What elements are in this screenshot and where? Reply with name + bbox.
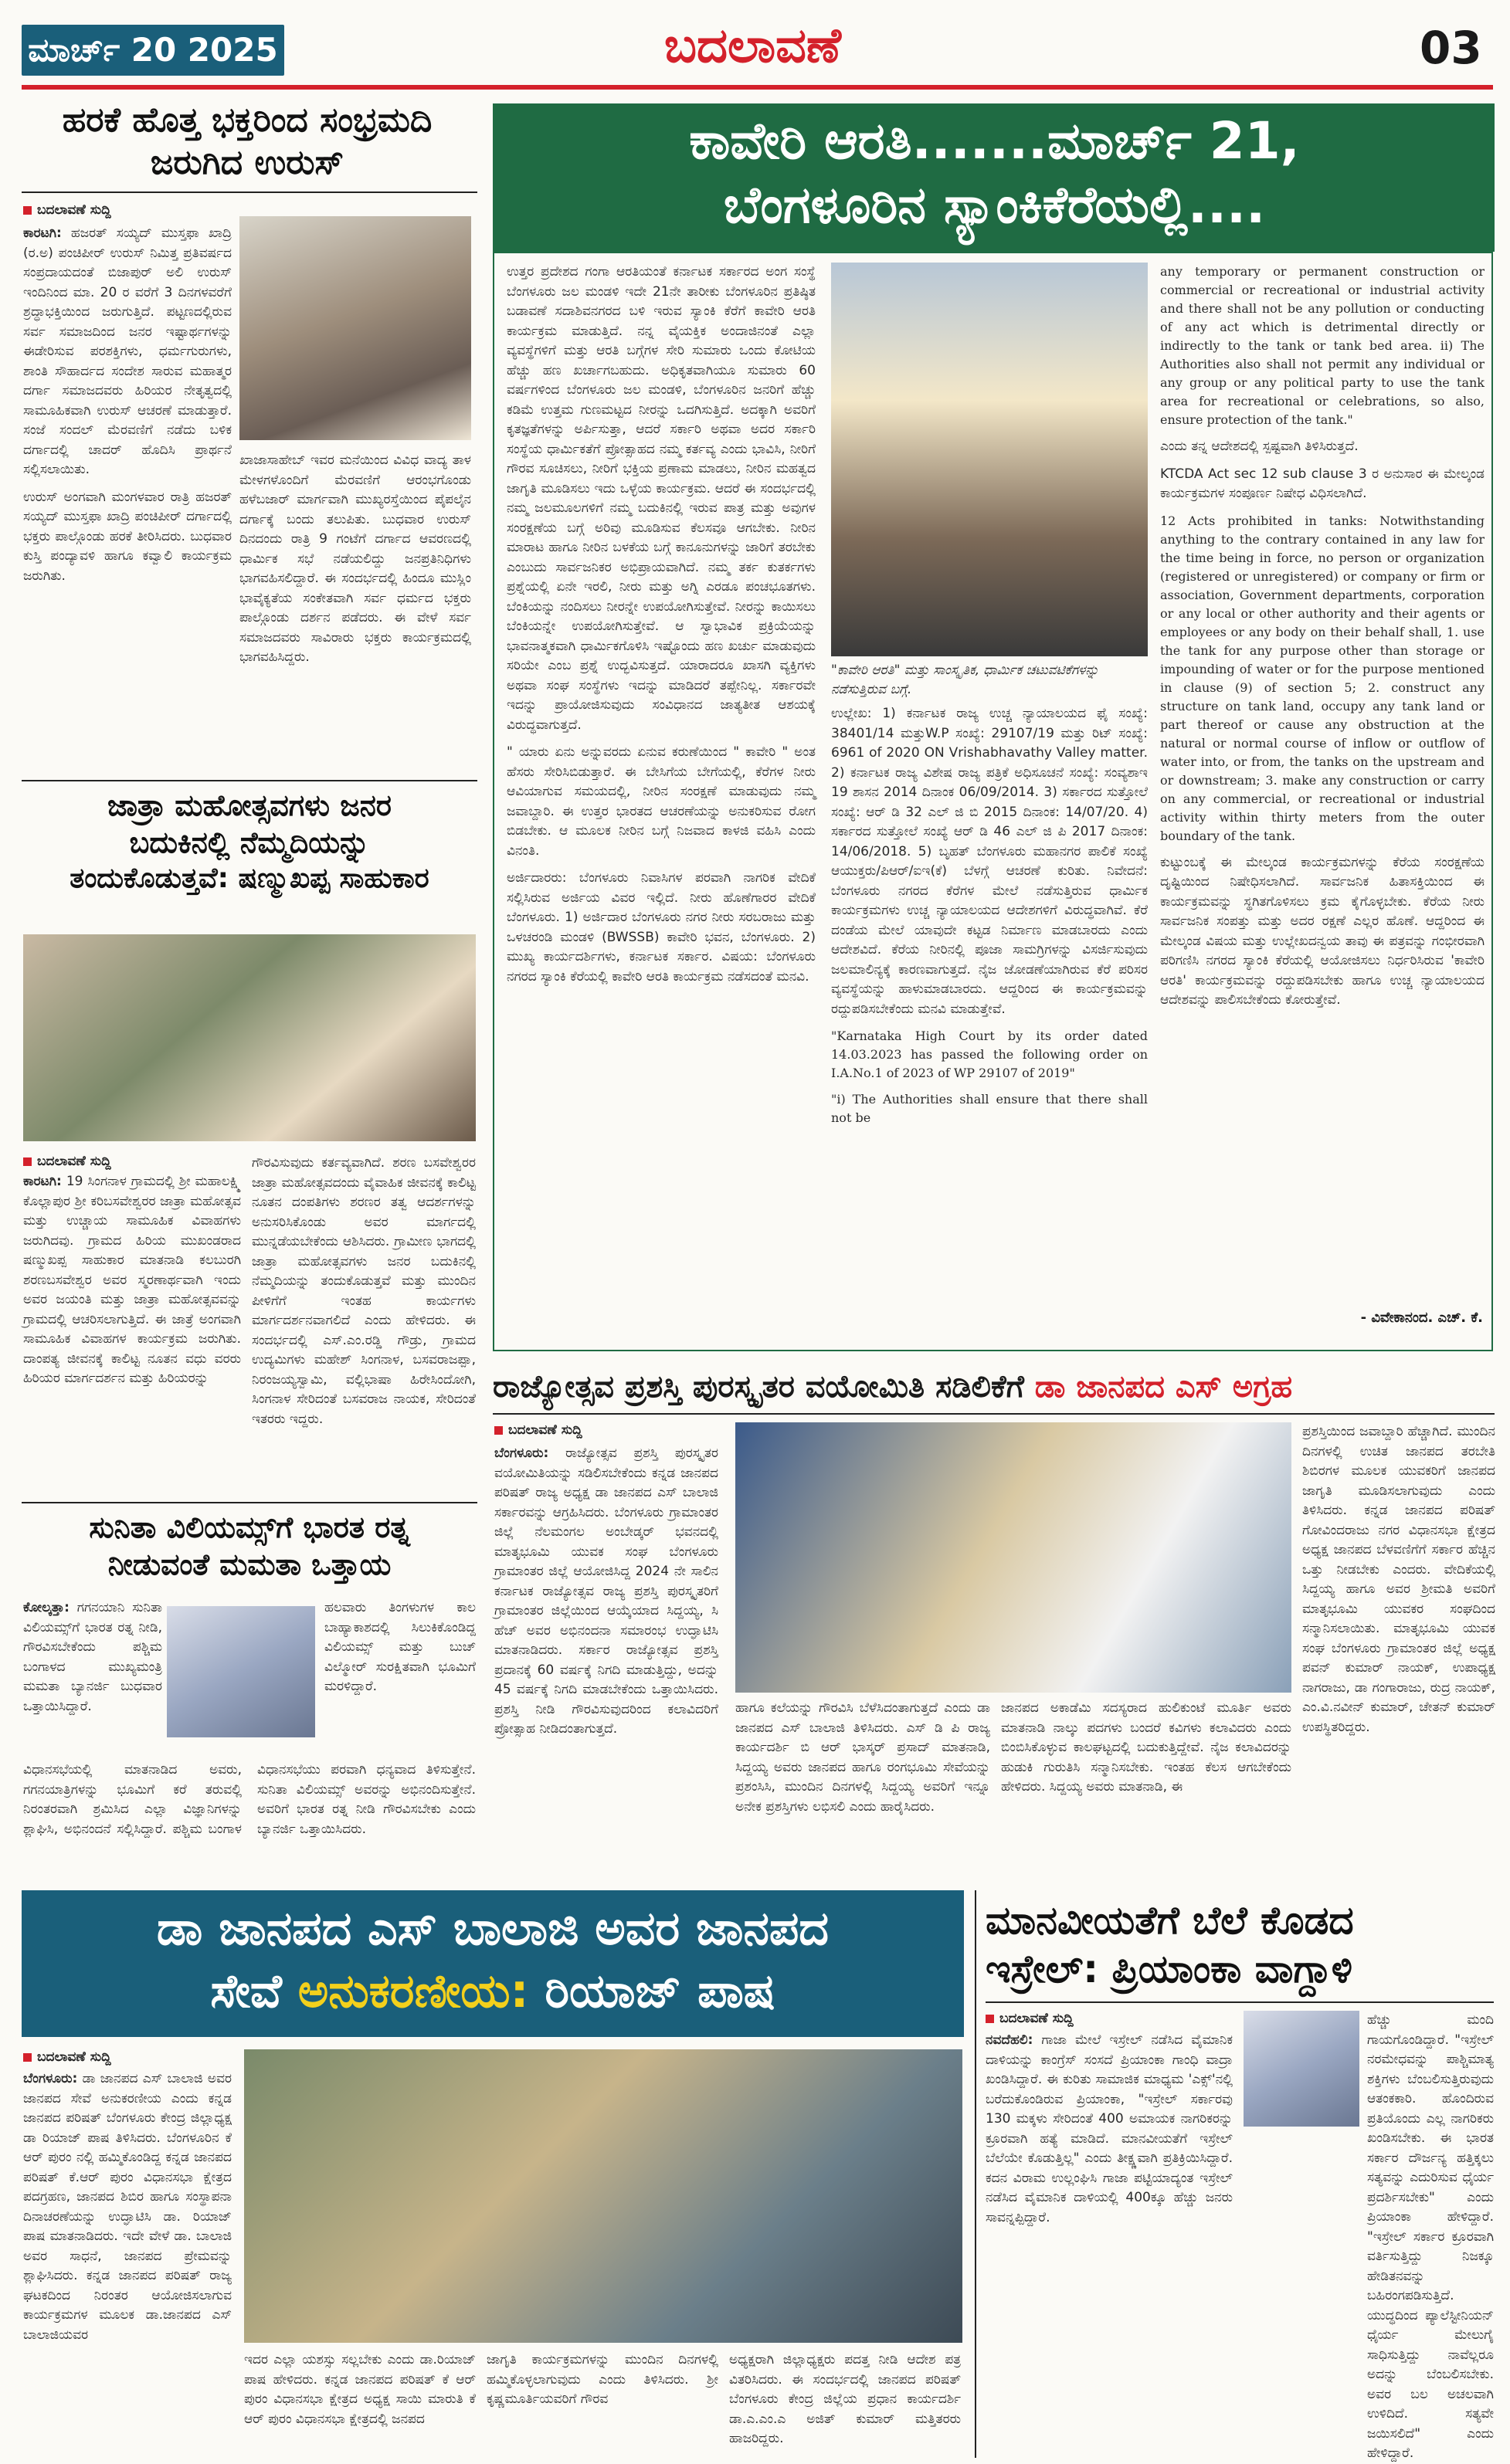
headline-line: ತಂದುಕೊಡುತ್ತವೆ: ಷಣ್ಮುಖಪ್ಪ ಸಾಹುಕಾರ [70,863,429,894]
headline-line: ಕಾವೇರಿ ಆರತಿ.......ಮಾರ್ಚ್ 21, [689,111,1300,171]
headline-text: ರಾಜ್ಯೋತ್ಸವ ಪ್ರಶಸ್ತಿ ಪುರಸ್ಕೃತರ ವಯೋಮಿತಿ ಸಡಿಲಿಕೆಗೆ [493,1369,1035,1405]
byline: ಬದಲಾವಣೆ ಸುದ್ದಿ [494,1422,582,1438]
headline-line: ಬದುಕಿನಲ್ಲಿ ನೆಮ್ಮದಿಯನ್ನು [129,825,370,859]
sunita-body-col1 [23,1598,162,1714]
divider [22,780,477,781]
jatra-headline [23,788,476,896]
divider [493,1413,1495,1415]
article-text: ಜಾನಪದ ಅಕಾಡೆಮಿ ಸದಸ್ಯರಾದ ಹುಲಿಕುಂಟೆ ಮೂರ್ತಿ ಅವರು ಮಾತನಾಡಿ ನಾಲ್ಕು ಪದಗಳು ಬಂದರೆ ಕವಿಗಳು ಕಲಾವಿದರು ಎಂದು ಬಿಂಬಿಸಿಕೊಳ್ಳುವ ಕಾಲಘಟ್ಟದಲ್ಲಿ ಬದುಕುತ್ತಿದ್ದೇವೆ. ನೈಜ ಕಲಾವಿದರನ್ನು ಹುಡುಕಿ ಗುರುತಿಸಿ ಸನ್ಮಾನಿಸಬೇಕು. ಇಂತಹ ಕೆಲಸ ಆಗಬೇಕೆಂದು ಹೇಳಿದರು. ಸಿದ್ದಯ್ಯ ಅವರು ಮಾತನಾಡಿ, ಈ [1001,1700,1291,1795]
urus-photo [239,216,471,440]
jatra-body-col1 [23,1172,241,1489]
header-rule [22,85,1493,90]
divider [975,1890,976,2458]
headline-line: ಇಸ್ರೇಲ್: ಪ್ರಿಯಾಂಕಾ ವಾಗ್ದಾಳಿ [986,1946,1352,1991]
article-text: 19 ಸಿಂಗನಾಳ ಗ್ರಾಮದಲ್ಲಿ ಶ್ರೀ ಮಹಾಲಕ್ಷ್ಮಿ ಕೊಲ್ಲಾಪುರ ಶ್ರೀ ಕರಿಬಸವೇಶ್ವರರ ಜಾತ್ರಾ ಮಹೋತ್ಸವ ಮತ್ತು ಉಚ್ಚಾಯ ಸಾಮೂಹಿಕ ವಿವಾಹಗಳು ಜರುಗಿದವು. ಗ್ರಾಮದ ಹಿರಿಯ ಮುಖಂಡರಾದ ಷಣ್ಮುಖಪ್ಪ ಸಾಹುಕಾರ ಮಾತನಾಡಿ ಕಲಬುರಗಿ ಶರಣಬಸವೇಶ್ವರ ಅವರ ಸ್ಮರಣಾರ್ಥವಾಗಿ ಇಂದು ಅವರ ಜಯಂತಿ ಮತ್ತು ಜಾತ್ರಾ ಮಹೋತ್ಸವವನ್ನು ಗ್ರಾಮದಲ್ಲಿ ಆಚರಿಸಲಾಗುತ್ತಿದೆ. ಈ ಜಾತ್ರೆ ಅಂಗವಾಗಿ ಸಾಮೂಹಿಕ ವಿವಾಹಗಳ ಕಾರ್ಯಕ್ರಮ ಜರುಗಿತು. ದಾಂಪತ್ಯ ಜೀವನಕ್ಕೆ ಕಾಲಿಟ್ಟ ನೂತನ ವಧು ವರರು ಹಿರಿಯರ ಮಾರ್ಗದರ್ಶನ ಮತ್ತು ಹಿರಿಯರನ್ನು [23,1174,241,1386]
balaji-body-col3 [487,2350,718,2459]
sunita-body-col3 [23,1761,476,1876]
kaveri-body-col3 [1160,263,1485,1290]
article-text: ಗಾಜಾ ಮೇಲೆ ಇಸ್ರೇಲ್ ನಡೆಸಿದ ವೈಮಾನಿಕ ದಾಳಿಯನ್ನು ಕಾಂಗ್ರೆಸ್ ಸಂಸದೆ ಪ್ರಿಯಾಂಕಾ ಗಾಂಧಿ ವಾದ್ರಾ ಖಂಡಿಸಿದ್ದಾರೆ. ಈ ಕುರಿತು ಸಾಮಾಜಿಕ ಮಾಧ್ಯಮ 'ಎಕ್ಸ್'ನಲ್ಲಿ ಬರೆದುಕೊಂಡಿರುವ ಪ್ರಿಯಾಂಕಾ, "ಇಸ್ರೇಲ್ ಸರ್ಕಾರವು 130 ಮಕ್ಕಳು ಸೇರಿದಂತೆ 400 ಅಮಾಯಕ ನಾಗರಿಕರನ್ನು ಕ್ರೂರವಾಗಿ ಹತ್ಯೆ ಮಾಡಿದೆ. ಮಾನವೀಯತೆಗೆ ಇಸ್ರೇಲ್ ಬೆಲೆಯೇ ಕೊಡುತ್ತಿಲ್ಲ" ಎಂದು ತೀಕ್ಷ್ಣವಾಗಿ ಪ್ರತಿಕ್ರಿಯಿಸಿದ್ದಾರೆ. ಕದನ ವಿರಾಮ ಉಲ್ಲಂಘಿಸಿ ಗಾಜಾ ಪಟ್ಟಿಯಾದ್ಯಂತ ಇಸ್ರೇಲ್ ನಡೆಸಿದ ವೈಮಾನಿಕ ದಾಳಿಯಲ್ಲಿ 400ಕ್ಕೂ ಹೆಚ್ಚು ಜನರು ಸಾವನ್ನಪ್ಪಿದ್ದಾರೆ. [986,2032,1233,2225]
kaveri-body-col2 [831,704,1148,1337]
article-text: ಹಜರತ್ ಸಯ್ಯದ್ ಮುಸ್ತಫಾ ಖಾದ್ರಿ (ರ.ಅ) ಪಂಚಿಪೀರ್ ಉರುಸ್ ನಿಮಿತ್ತ ಪ್ರತಿವರ್ಷದ ಸಂಪ್ರದಾಯದಂತೆ ಬಿಜಾಪುರ್ ಅಲಿ ಉರುಸ್ ಇಂದಿನಿಂದ ಮಾ. 20 ರ ವರೆಗೆ 3 ದಿನಗಳವರೆಗೆ ಶ್ರದ್ಧಾಭಕ್ತಿಯಿಂದ ಜರುಗುತ್ತಿದೆ. ಪಟ್ಟಣದಲ್ಲಿರುವ ಸರ್ವ ಸಮಾಜದಿಂದ ಜನರ ಇಷ್ಟಾರ್ಥಗಳನ್ನು ಈಡೇರಿಸುವ ಪರಶಕ್ತಿಗಳು, ಧರ್ಮಗುರುಗಳು, ಶಾಂತಿ ಸೌಹಾರ್ದದ ಸಂದೇಶ ಸಾರುವ ಮಹಾತ್ಮರ ದರ್ಗಾ ಸಮಾಜದವರು ಹಿರಿಯರ ನೇತೃತ್ವದಲ್ಲಿ ಸಾಮೂಹಿಕವಾಗಿ ಉರುಸ್ ಆಚರಣೆ ಮಾಡುತ್ತಾರೆ. ಸಂಜೆ ಸಂದಲ್ ಮೆರವಣಿಗೆ ನಡೆದು ಬಳಿಕ ದರ್ಗಾದಲ್ಲಿ ಚಾದರ್ ಹೊದಿಸಿ ಪ್ರಾರ್ಥನೆ ಸಲ್ಲಿಸಲಾಯಿತು. [23,225,232,477]
article-text: KTCDA Act sec 12 sub clause 3 ರ ಅನುಸಾರ ಈ ಮೇಲ್ಕಂಡ ಕಾರ್ಯಕ್ರಮಗಳ ಸಂಪೂರ್ಣ ನಿಷೇಧ ವಿಧಿಸಲಾಗಿದೆ. [1160,466,1485,501]
article-text: ಎಂದು ತನ್ನ ಆದೇಶದಲ್ಲಿ ಸ್ಪಷ್ಟವಾಗಿ ತಿಳಿಸಿರುತ್ತದೆ. [1160,439,1359,454]
article-text: ಹೆಚ್ಚು ಮಂದಿ ಗಾಯಗೊಂಡಿದ್ದಾರೆ. "ಇಸ್ರೇಲ್ ನರಮೇಧವನ್ನು ಪಾಶ್ಚಿಮಾತ್ಯ ಶಕ್ತಿಗಳು ಬೆಂಬಲಿಸುತ್ತಿರುವುದು ಆತಂಕಕಾರಿ. ಹೊಂದಿರುವ ಪ್ರತಿಯೊಂದು ಎಲ್ಲ ನಾಗರಿಕರು ಖಂಡಿಸಬೇಕು. ಈ ಭಾರತ ಸರ್ಕಾರ ದೌರ್ಜನ್ಯ ಹತ್ತಿಕ್ಕಲು ಸತ್ಯವನ್ನು ಎದುರಿಸುವ ಧೈರ್ಯ ಪ್ರದರ್ಶಿಸಬೇಕು" ಎಂದು ಪ್ರಿಯಾಂಕಾ ಹೇಳಿದ್ದಾರೆ. "ಇಸ್ರೇಲ್ ಸರ್ಕಾರ ಕ್ರೂರವಾಗಿ ವರ್ತಿಸುತ್ತಿದ್ದು ನಿಜಕ್ಕೂ ಹೇಡಿತನವನ್ನು ಬಹಿರಂಗಪಡಿಸುತ್ತಿದೆ. ಯುದ್ಧದಿಂದ ಪ್ಯಾಲೆಸ್ಟೀನಿಯನ್ ಧೈರ್ಯ ಮೇಲುಗೈ ಸಾಧಿಸುತ್ತಿದ್ದು ನಾವೆಲ್ಲರೂ ಅದನ್ನು ಬೆಂಬಲಿಸಬೇಕು. ಅವರ ಬಲ ಅಚಲವಾಗಿ ಉಳಿದಿದೆ. ಸತ್ಯವೇ ಜಯಿಸಲಿದೆ" ಎಂದು ಹೇಳಿದ್ದಾರೆ. [1367,2012,1494,2461]
dateline: ಕೋಲ್ಕತ್ತಾ: [23,1600,70,1615]
byline: ಬದಲಾವಣೆ ಸುದ್ದಿ [23,2049,111,2065]
article-text: ಜಾಗೃತಿ ಕಾರ್ಯಕ್ರಮಗಳನ್ನು ಮುಂದಿನ ದಿನಗಳಲ್ಲಿ ಹಮ್ಮಿಕೊಳ್ಳಲಾಗುವುದು ಎಂದು ತಿಳಿಸಿದರು. ಶ್ರೀ ಕೃಷ್ಣಮೂರ್ತಿಯವರಿಗೆ ಗೌರವ [487,2352,718,2407]
byline: ಬದಲಾವಣೆ ಸುದ್ದಿ [986,2011,1074,2026]
article-text: ಪ್ರಶಸ್ತಿಯಿಂದ ಜವಾಬ್ದಾರಿ ಹೆಚ್ಚಾಗಿದೆ. ಮುಂದಿನ ದಿನಗಳಲ್ಲಿ ಉಚಿತ ಜಾನಪದ ತರಬೇತಿ ಶಿಬಿರಗಳ ಮೂಲಕ ಯುವಕರಿಗೆ ಜಾನಪದ ಜಾಗೃತಿ ಮೂಡಿಸಲಾಗುವುದು ಎಂದು ತಿಳಿಸಿದರು. ಕನ್ನಡ ಜಾನಪದ ಪರಿಷತ್ ಗೋವಿಂದರಾಜು ನಗರ ವಿಧಾನಸಭಾ ಕ್ಷೇತ್ರದ ಅಧ್ಯಕ್ಷ ಜಾನಪದ ಬೆಳವಣಿಗೆಗೆ ಸರ್ಕಾರ ಹೆಚ್ಚಿನ ಒತ್ತು ನೀಡಬೇಕು ಎಂದರು. ವೇದಿಕೆಯಲ್ಲಿ ಸಿದ್ದಯ್ಯ ಹಾಗೂ ಅವರ ಶ್ರೀಮತಿ ಅವರಿಗೆ ಮಾತೃಭೂಮಿ ಯುವಕರ ಸಂಘದಿಂದ ಸನ್ಮಾನಿಸಲಾಯಿತು. ಮಾತೃಭೂಮಿ ಯುವಕ ಸಂಘ ಬೆಂಗಳೂರು ಗ್ರಾಮಾಂತರ ಜಿಲ್ಲೆ ಅಧ್ಯಕ್ಷ ಪವನ್ ಕುಮಾರ್ ನಾಯಕ್, ಉಪಾಧ್ಯಕ್ಷ ನಾಗರಾಜು, ಡಾ ಗಂಗಾರಾಜು, ರುದ್ರ ನಾಯಕ್, ಎಂ.ವಿ.ನವೀನ್ ಕುಮಾರ್, ಚೇತನ್ ಕುಮಾರ್ ಉಪಸ್ಥಿತರಿದ್ದರು. [1302,1424,1495,1735]
dateline: ಬೆಂಗಳೂರು: [494,1446,549,1461]
byline: ಬದಲಾವಣೆ ಸುದ್ದಿ [23,1154,111,1169]
article-text: ಹಲವಾರು ತಿಂಗಳುಗಳ ಕಾಲ ಬಾಹ್ಯಾಕಾಶದಲ್ಲಿ ಸಿಲುಕಿಕೊಂಡಿದ್ದ ವಿಲಿಯಮ್ಸ್ ಮತ್ತು ಬುಚ್ ವಿಲ್ಮೋರ್ ಸುರಕ್ಷಿತವಾಗಿ ಭೂಮಿಗೆ ಮರಳಿದ್ದಾರೆ. [324,1600,476,1694]
article-text: ಗಗನಯಾನಿ ಸುನಿತಾ ವಿಲಿಯಮ್ಸ್‌ಗೆ ಭಾರತ ರತ್ನ ನೀಡಿ, ಗೌರವಿಸಬೇಕೆಂದು ಪಶ್ಚಿಮ ಬಂಗಾಳದ ಮುಖ್ಯಮಂತ್ರಿ ಮಮತಾ ಬ್ಯಾನರ್ಜಿ ಬುಧವಾರ ಒತ್ತಾಯಿಸಿದ್ದಾರೆ. [23,1600,162,1714]
rajyotsava-body-col1 [494,1444,718,1876]
divider [986,2001,1494,2003]
sankey-lake-photo [831,263,1148,656]
dateline: ಕಾರಟಗಿ: [23,225,62,241]
headline-line: ನೀಡುವಂತೆ ಮಮತಾ ಒತ್ತಾಯ [107,1547,392,1581]
court-order-text: any temporary or permanent construction or commercial or recreational or industrial activity and there shall not be any pollution or conducting of any act which is detrimental directly or indirectly to the tank or tank bed area. ii) The Authorities also shall not permit any individual or any group or any political party to use the tank area for recreational or celebrations, so also, ensure protection of the tank." [1160,264,1485,427]
headline-line [31,1961,955,2023]
issue-date: ಮಾರ್ಚ್ 20 2025 [22,25,284,76]
jatra-photo [23,934,476,1141]
headline-line: ಸುನಿತಾ ವಿಲಿಯಮ್ಸ್‌ಗೆ ಭಾರತ ರತ್ನ [89,1510,410,1544]
rajyotsava-body-col2 [735,1699,990,1876]
rajyotsava-photo [735,1422,1291,1693]
court-order-text: "i) The Authorities shall ensure that there shall not be [831,1092,1148,1125]
rajyotsava-body-col3 [1001,1699,1291,1876]
author-signoff: - ವಿವೇಕಾನಂದ. ಎಚ್. ಕೆ. [1360,1310,1483,1326]
act-text: 12 Acts prohibited in tanks: Notwithstanding anything to the contrary contained in any law for the time being in force, no person or organization (registered or unregistered) or company or firm or association, Government departments, corporation or any local or other authority and their agents or employees or any body on their behalf shall, 1. use the tank for any purpose other than storage or impounding of water or for the purpose mentioned in clause (9) of section 5; 2. construct any structure on tank land, occupy any tank land or part thereof or cause any obstruction at the natural or normal course of inflow or outflow of water into, or from, the tanks on the upstream and or downstream; 3. make any construction or carry on any commercial, or recreational or industrial activity within thirty meters from the outer boundary of the tank. [1160,513,1485,843]
headline-line: ಡಾ ಜಾನಪದ ಎಸ್ ಬಾಲಾಜಿ ಅವರ ಜಾನಪದ [156,1902,830,1956]
article-text: ಅರ್ಜಿದಾರರು: ಬೆಂಗಳೂರು ನಿವಾಸಿಗಳ ಪರವಾಗಿ ನಾಗರಿಕ ವೇದಿಕೆ ಸಲ್ಲಿಸಿರುವ ಅರ್ಜಿಯ ವಿವರ ಇಲ್ಲಿದೆ. ನೀರು ಹೊಣೆಗಾರರ ವೇದಿಕೆ ಬೆಂಗಳೂರು. 1) ಅರ್ಜಿದಾರ ಬೆಂಗಳೂರು ನಗರ ನೀರು ಸರಬರಾಜು ಮತ್ತು ಒಳಚರಂಡಿ ಮಂಡಳಿ (BWSSB) ಕಾವೇರಿ ಭವನ, ಬೆಂಗಳೂರು. 2) ಮುಖ್ಯ ಕಾರ್ಯದರ್ಶಿಗಳು, ಕರ್ನಾಟಕ ಸರ್ಕಾರ. ವಿಷಯ: ಬೆಂಗಳೂರು ನಗರದ ಸ್ಯಾಂಕಿ ಕೆರೆಯಲ್ಲಿ ಕಾವೇರಿ ಆರತಿ ಕಾರ್ಯಕ್ರಮ ನಡೆಸದಂತೆ ಮನವಿ. [507,870,816,985]
rajyotsava-headline [493,1367,1497,1407]
israel-headline [986,1896,1495,1993]
balaji-photo [244,2049,962,2343]
dateline: ಕಾರಟಗಿ: [23,1174,62,1189]
article-text: ಉಲ್ಲೇಖ: 1) ಕರ್ನಾಟಕ ರಾಜ್ಯ ಉಚ್ಚ ನ್ಯಾಯಾಲಯದ ಫೈ ಸಂಖ್ಯೆ: 38401/14 ಮತ್ತುW.P ಸಂಖ್ಯೆ: 29107/19 ಮತ್ತು ರಿಟ್ ಸಂಖ್ಯೆ: 6961 of 2020 ON Vrishabhavathy Valley matter. 2) ಕರ್ನಾಟಕ ರಾಜ್ಯ ವಿಶೇಷ ರಾಜ್ಯ ಪತ್ರಿಕೆ ಅಧಿಸೂಚನೆ ಸಂಖ್ಯೆ: ಸಂವ್ಯಶಾಇ 19 ಶಾಸನ 2014 ದಿನಾಂಕ 06/09/2014. 3) ಸರ್ಕಾರದ ಸುತ್ತೋಲೆ ಸಂಖ್ಯೆ: ಆರ್ ಡಿ 32 ಎಲ್ ಜಿ ಬಿ 2015 ದಿನಾಂಕ: 14/07/20. 4) ಸರ್ಕಾರದ ಸುತ್ತೋಲೆ ಸಂಖ್ಯೆ ಆರ್ ಡಿ 46 ಎಲ್ ಜಿ ಪಿ 2017 ದಿನಾಂಕ: 14/06/2018. 5) ಬೃಹತ್ ಬೆಂಗಳೂರು ಮಹಾನಗರ ಪಾಲಿಕೆ ಸಂಖ್ಯೆ ಆಯುಕ್ತರು/ಪಿಆರ್/ಐಇ(ಕೆ) ಬೆಳಗ್ಗೆ ಆಚರಣೆ ಕುರಿತು. ನಿವೇದನೆ: ಬೆಂಗಳೂರು ನಗರದ ಕೆರೆಗಳ ಮೇಲೆ ನಡೆಸುತ್ತಿರುವ ಧಾರ್ಮಿಕ ಕಾರ್ಯಕ್ರಮಗಳು ಉಚ್ಚ ನ್ಯಾಯಾಲಯದ ಆದೇಶಗಳಿಗೆ ವಿರುದ್ಧವಾಗಿವೆ. ಕೆರೆ ದಂಡೆಯ ಮೇಲೆ ಯಾವುದೇ ಕಟ್ಟಡ ನಿರ್ಮಾಣ ಮಾಡಬಾರದು ಎಂದು ಆದೇಶವಿದೆ. ಕೆರೆಯ ನೀರಿನಲ್ಲಿ ಪೂಜಾ ಸಾಮಗ್ರಿಗಳನ್ನು ವಿಸರ್ಜಿಸುವುದು ಜಲಮಾಲಿನ್ಯಕ್ಕೆ ಕಾರಣವಾಗುತ್ತದೆ. ನೈಜ ಜೋಡಣೆಯಾಗಿರುವ ಕೆರೆ ಪರಿಸರ ವ್ಯವಸ್ಥೆಯನ್ನು ಹಾಳುಮಾಡಬಾರದು. ಆದ್ದರಿಂದ ಈ ಕಾರ್ಯಕ್ರಮವನ್ನು ರದ್ದುಪಡಿಸಬೇಕೆಂದು ಮನವಿ ಮಾಡುತ್ತೇವೆ. [831,706,1148,1017]
article-text: ಕುಟ್ಟುಂಬಕ್ಕೆ ಈ ಮೇಲ್ಕಂಡ ಕಾರ್ಯಕ್ರಮಗಳನ್ನು ಕೆರೆಯ ಸಂರಕ್ಷಣೆಯ ದೃಷ್ಟಿಯಿಂದ ನಿಷೇಧಿಸಲಾಗಿದೆ. ಸಾರ್ವಜನಿಕ ಹಿತಾಸಕ್ತಿಯಿಂದ ಈ ಕಾರ್ಯಕ್ರಮವನ್ನು ಸ್ಥಗಿತಗೊಳಿಸಲು ಕ್ರಮ ಕೈಗೊಳ್ಳಬೇಕು. ಕೆರೆಯ ನೀರು ಸಾರ್ವಜನಿಕ ಸಂಪತ್ತು ಮತ್ತು ಅದರ ರಕ್ಷಣೆ ಎಲ್ಲರ ಹೊಣೆ. ಆದ್ದರಿಂದ ಈ ಮೇಲ್ಕಂಡ ವಿಷಯ ಮತ್ತು ಉಲ್ಲೇಖದನ್ವಯ ತಾವು ಈ ಪತ್ರವನ್ನು ಗಂಭೀರವಾಗಿ ಪರಿಗಣಿಸಿ ನಗರದ ಸ್ಯಾಂಕಿ ಕೆರೆಯಲ್ಲಿ ಆಯೋಜಿಸಲು ನಿರ್ಧರಿಸಿರುವ 'ಕಾವೇರಿ ಆರತಿ' ಕಾರ್ಯಕ್ರಮವನ್ನು ರದ್ದುಪಡಿಸಬೇಕು ಹಾಗೂ ಉಚ್ಚ ನ್ಯಾಯಾಲಯದ ಆದೇಶವನ್ನು ಪಾಲಿಸಬೇಕೆಂದು ಕೋರುತ್ತೇವೆ. [1160,854,1485,1008]
sunita-headline [23,1510,476,1583]
photo-caption: "ಕಾವೇರಿ ಆರತಿ" ಮತ್ತು ಸಾಂಸ್ಕೃತಿಕ, ಧಾರ್ಮಿಕ ಚಟುವಟಿಕೆಗಳನ್ನು ನಡೆಸುತ್ತಿರುವ ಬಗ್ಗೆ. [831,663,1099,697]
urus-headline: ಹರಕೆ ಹೊತ್ತ ಭಕ್ತರಿಂದ ಸಂಭ್ರಮದಿ ಜರುಗಿದ ಉರುಸ್ [62,100,433,182]
rajyotsava-body-col4 [1302,1422,1495,1876]
article-text: " ಯಾರು ಏನು ಅನ್ನುವರದು ಏನುವ ಕರುಣೆಯಿಂದ " ಕಾವೇರಿ " ಅಂತ ಹೆಸರು ಸೇರಿಸಿಬಿಡುತ್ತಾರೆ. ಈ ಬೇಸಿಗೆಯ ಬೇಗೆಯಲ್ಲಿ, ಕೆರೆಗಳ ನೀರು ಆವಿಯಾಗುವ ಸಮಯದಲ್ಲಿ, ನೀರಿನ ಸಂರಕ್ಷಣೆ ಮಾಡುವುದು ನಮ್ಮ ಜವಾಬ್ದಾರಿ. ಈ ಉತ್ತರ ಭಾರತದ ಆಚರಣೆಯನ್ನು ಅನುಕರಿಸುವ ರೋಗ ಬಿಡಬೇಕು. ಆ ಮೂಲಕ ನೀರಿನ ಬಗ್ಗೆ ನಿಜವಾದ ಕಾಳಜಿ ವಹಿಸಿ ಎಂದು ವಿನಂತಿ. [507,744,816,859]
headline-text: ರಿಯಾಜ್ ಪಾಷ [528,1964,775,2018]
article-text: ಉರುಸ್ ಅಂಗವಾಗಿ ಮಂಗಳವಾರ ರಾತ್ರಿ ಹಜರತ್ ಸಯ್ಯದ್ ಮುಸ್ತಫಾ ಖಾದ್ರಿ ಪಂಚಿಪೀರ್ ದರ್ಗಾದಲ್ಲಿ ಭಕ್ತರು ಪಾಲ್ಗೊಂಡು ಹರಕೆ ತೀರಿಸಿದರು. ಬುಧವಾರ ಕುಸ್ತಿ ಪಂದ್ಯಾವಳಿ ಹಾಗೂ ಕವ್ವಾಲಿ ಕಾರ್ಯಕ್ರಮ ಜರುಗಿತು. [23,489,232,584]
balaji-body-col2 [244,2350,476,2459]
headline-line: ಜಾತ್ರಾ ಮಹೋತ್ಸವಗಳು ಜನರ [107,788,392,822]
headline-line: ಮಾನವೀಯತೆಗೆ ಬೆಲೆ ಕೊಡದ [986,1898,1354,1943]
israel-body-col2 [1367,2011,1494,2461]
balaji-body-col1 [23,2069,232,2456]
priyanka-photo [1244,2011,1359,2127]
mamata-photo [167,1606,315,1737]
jatra-body-col2 [252,1154,476,1489]
balaji-body-col4 [729,2350,961,2459]
balaji-headline [31,1898,955,2023]
headline-highlight: ಅನುಕರಣೀಯ: [297,1964,529,2018]
urus-body-col2 [239,451,471,775]
headline-line: ಬೆಂಗಳೂರಿನ ಸ್ಯಾಂಕಿಕೆರೆಯಲ್ಲಿ.... [723,175,1266,235]
divider [22,191,477,193]
headline-highlight: ಡಾ ಜಾನಪದ ಎಸ್ ಅಗ್ರಹ [1034,1369,1293,1405]
article-text: ಅಧ್ಯಕ್ಷರಾಗಿ ಜಿಲ್ಲಾಧ್ಯಕ್ಷರು ಪದತ್ತ ನೀಡಿ ಆದೇಶ ಪತ್ರ ವಿತರಿಸಿದರು. ಈ ಸಂದರ್ಭದಲ್ಲಿ ಜಾನಪದ ಪರಿಷತ್ ಬೆಂಗಳೂರು ಕೇಂದ್ರ ಜಿಲ್ಲೆಯ ಪ್ರಧಾನ ಕಾರ್ಯದರ್ಶಿ ಡಾ.ಎ.ಎಂ.ಎ ಅಜಿತ್ ಕುಮಾರ್ ಮತ್ತಿತರರು ಹಾಜರಿದ್ದರು. [729,2352,961,2446]
byline: ಬದಲಾವಣೆ ಸುದ್ದಿ [23,202,111,218]
article-text: ಖಾಜಾಸಾಹೇಬ್ ಇವರ ಮನೆಯಿಂದ ವಿವಿಧ ವಾದ್ಯ ತಾಳ ಮೇಳಗಳೊಂದಿಗೆ ಮೆರವಣಿಗೆ ಆರಂಭಗೊಂಡು ಹಳೆಬಜಾರ್ ಮಾರ್ಗವಾಗಿ ಮುಖ್ಯರಸ್ತೆಯಿಂದ ಪೈಪಲೈನ ದರ್ಗಾಕ್ಕೆ ಬಂದು ತಲುಪಿತು. ಬುಧವಾರ ಉರುಸ್ ದಿನದಂದು ರಾತ್ರಿ 9 ಗಂಟೆಗೆ ದರ್ಗಾದ ಆವರಣದಲ್ಲಿ ಧಾರ್ಮಿಕ ಸಭೆ ನಡೆಯಲಿದ್ದು ಜನಪ್ರತಿನಿಧಿಗಳು ಭಾಗವಹಿಸಲಿದ್ದಾರೆ. ಈ ಸಂದರ್ಭದಲ್ಲಿ ಹಿಂದೂ ಮುಸ್ಲಿಂ ಭಾವೈಕ್ಯತೆಯ ಸಂಕೇತವಾಗಿ ಸರ್ವ ಧರ್ಮದ ಭಕ್ತರು ಪಾಲ್ಗೊಂಡು ದರ್ಶನ ಪಡೆದರು. ಈ ವೇಳೆ ಸರ್ವ ಸಮಾಜದವರು ಸಾವಿರಾರು ಭಕ್ತರು ಕಾರ್ಯಕ್ರಮದಲ್ಲಿ ಭಾಗವಹಿಸಿದ್ದರು. [239,452,471,665]
article-text: ರಾಜ್ಯೋತ್ಸವ ಪ್ರಶಸ್ತಿ ಪುರಸ್ಕೃತರ ವಯೋಮಿತಿಯನ್ನು ಸಡಿಲಿಸಬೇಕೆಂದು ಕನ್ನಡ ಜಾನಪದ ಪರಿಷತ್ ರಾಜ್ಯ ಅಧ್ಯಕ್ಷ ಡಾ ಜಾನಪದ ಎಸ್ ಬಾಲಾಜಿ ಸರ್ಕಾರವನ್ನು ಆಗ್ರಹಿಸಿದರು. ಬೆಂಗಳೂರು ಗ್ರಾಮಾಂತರ ಜಿಲ್ಲೆ ನೆಲಮಂಗಲ ಅಂಬೇಡ್ಕರ್ ಭವನದಲ್ಲಿ ಮಾತೃಭೂಮಿ ಯುವಕ ಸಂಘ ಬೆಂಗಳೂರು ಗ್ರಾಮಾಂತರ ಜಿಲ್ಲೆ ಆಯೋಜಿಸಿದ್ದ 2024 ನೇ ಸಾಲಿನ ಕರ್ನಾಟಕ ರಾಜ್ಯೋತ್ಸವ ರಾಜ್ಯ ಪ್ರಶಸ್ತಿ ಪುರಸ್ಕೃತರಿಗೆ ಗ್ರಾಮಾಂತರ ಜಿಲ್ಲೆಯಿಂದ ಆಯ್ಕೆಯಾದ ಸಿದ್ದಯ್ಯ, ಸಿ ಹೆಚ್ ಅವರ ಅಭಿನಂದನಾ ಸಮಾರಂಭ ಉದ್ಘಾಟಿಸಿ ಮಾತನಾಡಿದರು. ಸರ್ಕಾರ ರಾಜ್ಯೋತ್ಸವ ಪ್ರಶಸ್ತಿ ಪ್ರದಾನಕ್ಕೆ 60 ವರ್ಷಕ್ಕೆ ನಿಗದಿ ಮಾಡುತ್ತಿದ್ದು, ಅದನ್ನು 45 ವರ್ಷಕ್ಕೆ ನಿಗದಿ ಮಾಡಬೇಕೆಂದು ಒತ್ತಾಯಿಸಿದರು. ಪ್ರಶಸ್ತಿ ನೀಡಿ ಗೌರವಿಸುವುದರಿಂದ ಕಲಾವಿದರಿಗೆ ಪ್ರೋತ್ಸಾಹ ನೀಡಿದಂತಾಗುತ್ತದೆ. [494,1446,718,1737]
masthead: ಬದಲಾವಣೆ [664,17,842,73]
israel-body-col1 [986,2031,1233,2457]
dateline: ಬೆಂಗಳೂರು: [23,2071,78,2086]
divider [22,1502,477,1503]
page-number: 03 [1420,22,1482,74]
article-text: ಇದರ ಎಲ್ಲಾ ಯಶಸ್ಸು ಸಲ್ಲಬೇಕು ಎಂದು ಡಾ.ರಿಯಾಜ್ ಪಾಷ ಹೇಳಿದರು. ಕನ್ನಡ ಜಾನಪದ ಪರಿಷತ್ ಕೆ ಆರ್ ಪುರಂ ವಿಧಾನಸಭಾ ಕ್ಷೇತ್ರದ ಅಧ್ಯಕ್ಷ ಸಾಯಿ ಮಾರುತಿ ಕೆ ಆರ್ ಪುರಂ ವಿಧಾನಸಭಾ ಕ್ಷೇತ್ರದಲ್ಲಿ ಜನಪದ [244,2352,476,2427]
sunita-body-col2 [324,1598,476,1753]
article-text: ವಿಧಾನಸಭೆಯಲ್ಲಿ ಮಾತನಾಡಿದ ಅವರು, ಗಗನಯಾತ್ರಿಗಳನ್ನು ಭೂಮಿಗೆ ಕರೆ ತರುವಲ್ಲಿ ನಿರಂತರವಾಗಿ ಶ್ರಮಿಸಿದ ಎಲ್ಲಾ ವಿಜ್ಞಾನಿಗಳನ್ನು ಶ್ಲಾಘಿಸಿ, ಅಭಿನಂದನೆ ಸಲ್ಲಿಸಿದ್ದಾರೆ. ಪಶ್ಚಿಮ ಬಂಗಾಳ ವಿಧಾನಸಭೆಯು ಪರವಾಗಿ ಧನ್ಯವಾದ ತಿಳಿಸುತ್ತೇನೆ. ಸುನಿತಾ ವಿಲಿಯಮ್ಸ್ ಅವರನ್ನು ಅಭಿನಂದಿಸುತ್ತೇನೆ. ಅವರಿಗೆ ಭಾರತ ರತ್ನ ನೀಡಿ ಗೌರವಿಸಬೇಕು ಎಂದು ಬ್ಯಾನರ್ಜಿ ಒತ್ತಾಯಿಸಿದರು. [23,1762,476,1837]
headline-text: ಸೇವೆ [210,1964,298,2018]
dateline: ನವದೆಹಲಿ: [986,2032,1033,2048]
article-text: ಹಾಗೂ ಕಲೆಯನ್ನು ಗೌರವಿಸಿ ಬೆಳೆಸಿದಂತಾಗುತ್ತದೆ ಎಂದು ಡಾ ಜಾನಪದ ಎಸ್ ಬಾಲಾಜಿ ತಿಳಿಸಿದರು. ಎಸ್ ಡಿ ಪಿ ರಾಜ್ಯ ಕಾರ್ಯದರ್ಶಿ ಬಿ ಆರ್ ಭಾಸ್ಕರ್ ಪ್ರಸಾದ್ ಮಾತನಾಡಿ, ಸಿದ್ದಯ್ಯ ಅವರು ಜಾನಪದ ಹಾಗೂ ರಂಗಭೂಮಿ ಸೇವೆಯನ್ನು ಪ್ರಶಂಸಿಸಿ, ಮುಂದಿನ ದಿನಗಳಲ್ಲಿ ಸಿದ್ದಯ್ಯ ಅವರಿಗೆ ಇನ್ನೂ ಅನೇಕ ಪ್ರಶಸ್ತಿಗಳು ಲಭಿಸಲಿ ಎಂದು ಹಾರೈಸಿದರು. [735,1700,990,1815]
article-text: ಗೌರವಿಸುವುದು ಕರ್ತವ್ಯವಾಗಿದೆ. ಶರಣ ಬಸವೇಶ್ವರರ ಜಾತ್ರಾ ಮಹೋತ್ಸವದಂದು ವೈವಾಹಿಕ ಜೀವನಕ್ಕೆ ಕಾಲಿಟ್ಟ ನೂತನ ದಂಪತಿಗಳು ಶರಣರ ತತ್ವ ಆದರ್ಶಗಳನ್ನು ಅನುಸರಿಸಿಕೊಂಡು ಅವರ ಮಾರ್ಗದಲ್ಲಿ ಮುನ್ನಡೆಯಬೇಕೆಂದು ಆಶಿಸಿದರು. ಗ್ರಾಮೀಣ ಭಾಗದಲ್ಲಿ ಜಾತ್ರಾ ಮಹೋತ್ಸವಗಳು ಜನರ ಬದುಕಿನಲ್ಲಿ ನೆಮ್ಮದಿಯನ್ನು ತಂದುಕೊಡುತ್ತವೆ ಮತ್ತು ಮುಂದಿನ ಪೀಳಿಗೆಗೆ ಇಂತಹ ಕಾರ್ಯಗಳು ಮಾರ್ಗದರ್ಶನವಾಗಲಿದೆ ಎಂದು ಹೇಳಿದರು. ಈ ಸಂದರ್ಭದಲ್ಲಿ ಎಸ್.ಎಂ.ರಡ್ಡಿ ಗೌಡ್ರು, ಗ್ರಾಮದ ಉದ್ಯಮಿಗಳು ಮಹೇಶ್ ಸಿಂಗನಾಳ, ಬಸವರಾಜಪ್ಪಾ, ನಿರಂಜಯ್ಯಸ್ವಾಮಿ, ವಲ್ಲಿಭಾಷಾ ಹಿರೇಸಿಂದೋಗಿ, ಸಿಂಗನಾಳ ಸೇರಿದಂತೆ ಬಸವರಾಜ ನಾಯಕ, ಸೇರಿದಂತೆ ಇತರರು ಇದ್ದರು. [252,1155,476,1427]
kaveri-body-col1 [507,263,816,1336]
article-text: ಉತ್ತರ ಪ್ರದೇಶದ ಗಂಗಾ ಆರತಿಯಂತೆ ಕರ್ನಾಟಕ ಸರ್ಕಾರದ ಅಂಗ ಸಂಸ್ಥೆ ಬೆಂಗಳೂರು ಜಲ ಮಂಡಳಿ ಇದೇ 21ನೇ ತಾರೀಕು ಬೆಂಗಳೂರಿನ ಪ್ರತಿಷ್ಠಿತ ಬಡಾವಣೆ ಸದಾಶಿವನಗರದ ಬಳಿ ಇರುವ ಸ್ಯಾಂಕಿ ಕೆರೆಗೆ ಕಾವೇರಿ ಆರತಿ ಕಾರ್ಯಕ್ರಮ ಮಾಡುತ್ತಿದೆ. ನನ್ನ ವೈಯಕ್ತಿಕ ಅಂದಾಜಿನಂತೆ ಎಲ್ಲಾ ವ್ಯವಸ್ಥೆಗಳಿಗೆ ಮತ್ತು ಆರತಿ ಬಗ್ಗೆಗಳ ಸೇರಿ ಸುಮಾರು ಒಂದು ಕೋಟಿಯ ಹೆಚ್ಚು ಹಣ ಖರ್ಚಾಗಬಹುದು. ಅಧಿಕೃತವಾಗಿಯೂ ಸುಮಾರು 60 ವರ್ಷಗಳಿಂದ ಬೆಂಗಳೂರು ಜಲ ಮಂಡಳಿ, ಬೆಂಗಳೂರಿನ ಜನರಿಗೆ ಹೆಚ್ಚು ಕಡಿಮೆ ಉತ್ತಮ ಗುಣಮಟ್ಟದ ನೀರನ್ನು ಒದಗಿಸುತ್ತಿದೆ. ಅದಕ್ಕಾಗಿ ಅವರಿಗೆ ಕೃತಜ್ಞತೆಗಳನ್ನು ಅರ್ಪಿಸುತ್ತಾ, ಆದರೆ ಸರ್ಕಾರಿ ಅಥವಾ ಅದರ ಸರ್ಕಾರಿ ಸಂಸ್ಥೆಯ ಧಾರ್ಮಿಕತೆಗೆ ಪ್ರೋತ್ಸಾಹದ ನಮ್ಮ ಕರ್ತವ್ಯ ಎಂದು ಭಾವಿಸಿ, ನೀರಿಗೆ ಗೌರವ ಸೂಚಿಸಲು, ನೀರಿಗೆ ಭಕ್ತಿಯ ಪ್ರಣಾಮ ಮಾಡಲು, ನೀರಿನ ಮಹತ್ವದ ಜಾಗೃತಿ ಮೂಡಿಸಲು ಇದು ಒಳ್ಳೆಯ ಕಾರ್ಯಕ್ರಮ. ಆದರೆ ಈ ಸಂದರ್ಭದಲ್ಲಿ ನಮ್ಮ ಜಲಮೂಲಗಳಿಗೆ ನಮ್ಮ ಬದುಕಿನಲ್ಲಿ ಇರುವ ಪಾತ್ರ ಮತ್ತು ಅವುಗಳ ಸಂರಕ್ಷಣೆಯ ಬಗ್ಗೆ ಅರಿವು ಮೂಡಿಸುವ ಕೆಲಸವೂ ಆಗಬೇಕು. ನೀರಿನ ಮಾರಾಟ ಹಾಗೂ ನೀರಿನ ಬಳಕೆಯ ಬಗ್ಗೆ ಕಾನೂನುಗಳನ್ನು ಜಾರಿಗೆ ತರಬೇಕು ಎಂಬುದು ಸಾರ್ವಜನಿಕರ ಅಭಿಪ್ರಾಯವಾಗಿದೆ. ನಮ್ಮ ತರ್ಕ ಕುತರ್ಕಗಳು ಪ್ರಶ್ನೆಯಲ್ಲಿ ಏನೇ ಇರಲಿ, ನೀರು ಮತ್ತು ಅಗ್ನಿ ಎರಡೂ ಪಂಚಭೂತಗಳು. ಬೆಂಕಿಯನ್ನು ನಂದಿಸಲು ನೀರನ್ನೇ ಉಪಯೋಗಿಸುತ್ತೇವೆ. ನೀರನ್ನು ಕಾಯಿಸಲು ಬೆಂಕಿಯನ್ನೇ ಉಪಯೋಗಿಸುತ್ತೇವೆ. ಆ ಸ್ವಾಭಾವಿಕ ಪ್ರಕ್ರಿಯೆಯನ್ನು ಭಾವನಾತ್ಮಕವಾಗಿ ಧಾರ್ಮಿಕಗೊಳಿಸಿ ಇಷ್ಟೊಂದು ಹಣ ಖರ್ಚು ಮಾಡುವುದು ಸರಿಯೇ ಎಂಬ ಪ್ರಶ್ನೆ ಉದ್ಭವಿಸುತ್ತದೆ. ಯಾರಾದರೂ ಖಾಸಗಿ ವ್ಯಕ್ತಿಗಳು ಅಥವಾ ಸಂಘ ಸಂಸ್ಥೆಗಳು ಇದನ್ನು ಮಾಡಿದರೆ ತಪ್ಪೇನಿಲ್ಲ. ಸರ್ಕಾರವೇ ಇದನ್ನು ಪ್ರಾಯೋಜಿಸುವುದು ಸಂವಿಧಾನದ ಜಾತ್ಯತೀತ ಆಶಯಕ್ಕೆ ವಿರುದ್ಧವಾಗುತ್ತದೆ. [507,264,816,733]
court-order-text: "Karnataka High Court by its order dated 14.03.2023 has passed the following order on I.A.No.1 of 2023 of WP 29107 of 2019" [831,1029,1148,1080]
article-text: ಡಾ ಜಾನಪದ ಎಸ್ ಬಾಲಾಜಿ ಅವರ ಜಾನಪದ ಸೇವೆ ಅನುಕರಣೀಯ ಎಂದು ಕನ್ನಡ ಜಾನಪದ ಪರಿಷತ್ ಬೆಂಗಳೂರು ಕೇಂದ್ರ ಜಿಲ್ಲಾಧ್ಯಕ್ಷ ಡಾ ರಿಯಾಜ್ ಪಾಷ ತಿಳಿಸಿದರು. ಬೆಂಗಳೂರಿನ ಕೆ ಆರ್ ಪುರಂ ನಲ್ಲಿ ಹಮ್ಮಿಕೊಂಡಿದ್ದ ಕನ್ನಡ ಜಾನಪದ ಪರಿಷತ್ ಕೆ.ಆರ್ ಪುರಂ ವಿಧಾನಸಭಾ ಕ್ಷೇತ್ರದ ಪದಗ್ರಹಣ, ಜಾನಪದ ಶಿಬಿರ ಹಾಗೂ ಸಂಸ್ಥಾಪನಾ ದಿನಾಚರಣೆಯನ್ನು ಉದ್ಘಾಟಿಸಿ ಡಾ. ರಿಯಾಜ್ ಪಾಷ ಮಾತನಾಡಿದರು. ಇದೇ ವೇಳೆ ಡಾ. ಬಾಲಾಜಿ ಅವರ ಸಾಧನೆ, ಜಾನಪದ ಪ್ರೇಮವನ್ನು ಶ್ಲಾಘಿಸಿದರು. ಕನ್ನಡ ಜಾನಪದ ಪರಿಷತ್ ರಾಜ್ಯ ಘಟಕದಿಂದ ನಿರಂತರ ಆಯೋಜಿಸಲಾಗುವ ಕಾರ್ಯಕ್ರಮಗಳ ಮೂಲಕ ಡಾ.ಜಾನಪದ ಎಸ್ ಬಾಲಾಜಿಯವರ [23,2071,232,2343]
kaveri-headline [494,110,1495,237]
